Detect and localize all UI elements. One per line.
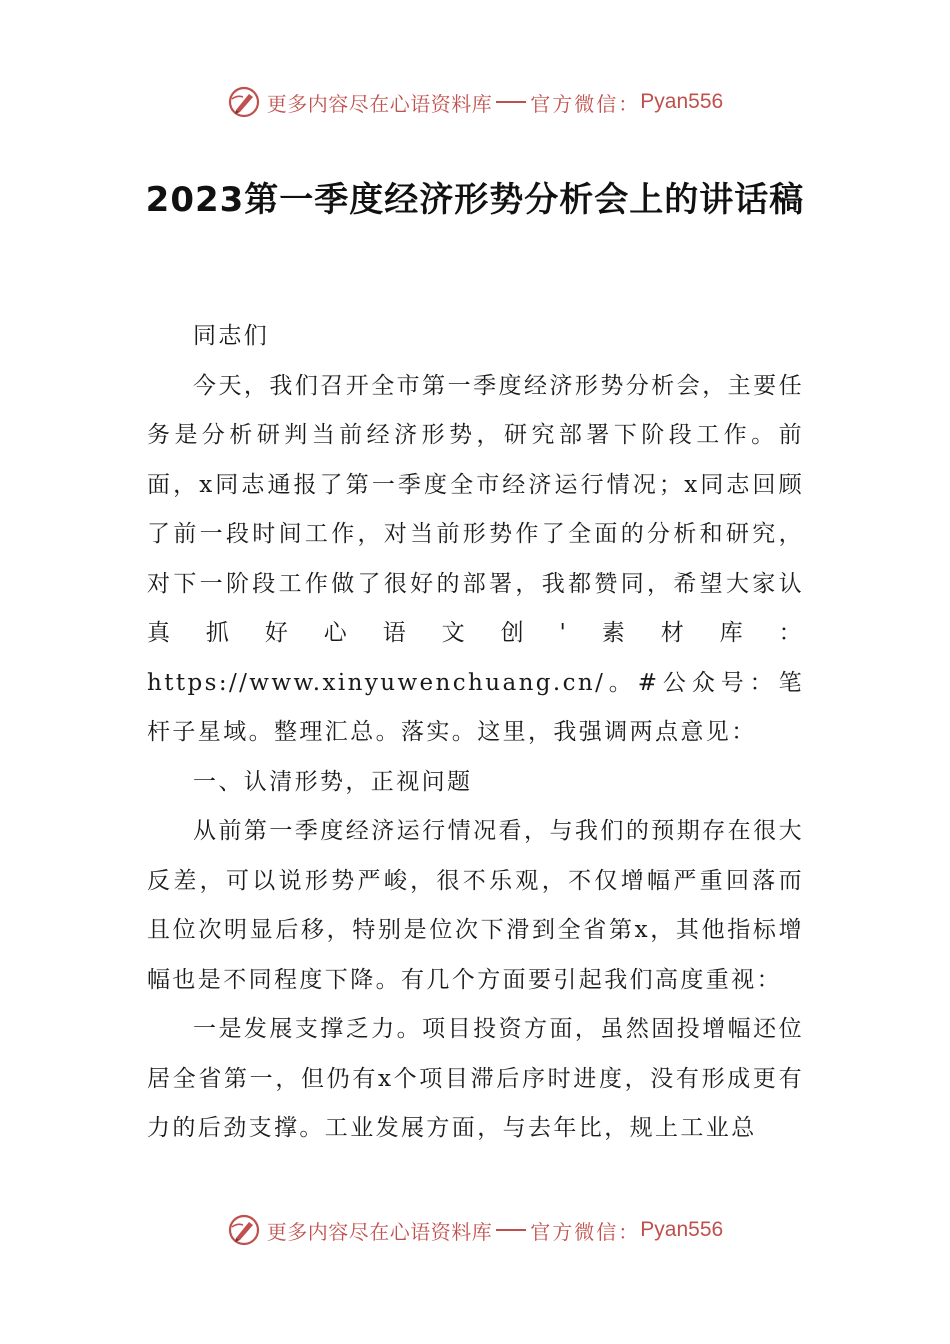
- banner-wechat-label: 官方微信：: [530, 91, 641, 116]
- pen-logo-icon: [227, 85, 261, 119]
- banner-wechat-label: 官方微信：: [530, 1219, 641, 1244]
- paragraph-opening: 今天，我们召开全市第一季度经济形势分析会，主要任务是分析研判当前经济形势，研究部署下阶段工作。前面，x同志通报了第一季度全市经济运行情况；x同志回顾了前一段时间工作，对当前形势作了全面的分析和研究，对下一阶段工作做了很好的部署，我都赞同，希望大家认真抓好心语文创'素材库：https://www.xinyuwenchuang.cn/。#公众号：笔杆子星域。整理汇总。落实。这里，我强调两点意见：: [147, 372, 804, 745]
- banner-brand-text: 更多内容尽在心语资料库: [266, 1219, 493, 1244]
- header-banner: [0, 82, 950, 122]
- banner-dash: [496, 101, 526, 103]
- pen-logo-icon: [227, 1213, 261, 1247]
- banner-dash: [496, 1229, 526, 1231]
- footer-banner: [0, 1210, 950, 1250]
- paragraph-situation: 从前第一季度经济运行情况看，与我们的预期存在很大反差，可以说形势严峻，很不乐观，不仅增幅严重回落而且位次明显后移，特别是位次下滑到全省第x，其他指标增幅也是不同程度下降。有几个方面要引起我们高度重视：: [147, 818, 804, 993]
- document-body: [147, 312, 804, 1154]
- document-title: 2023第一季度经济形势分析会上的讲话稿: [145, 180, 805, 220]
- banner-brand-text: 更多内容尽在心语资料库: [266, 91, 493, 116]
- section-heading-1: 一、认清形势，正视问题: [193, 768, 473, 795]
- banner-wechat-id: Pyan556: [640, 1218, 724, 1241]
- paragraph-point-1: 一是发展支撑乏力。项目投资方面，虽然固投增幅还位居全省第一，但仍有x个项目滞后序时进度，没有形成更有力的后劲支撑。工业发展方面，与去年比，规上工业总: [147, 1016, 804, 1141]
- banner-wechat-id: Pyan556: [640, 90, 724, 113]
- paragraph-salutation: 同志们: [193, 323, 270, 349]
